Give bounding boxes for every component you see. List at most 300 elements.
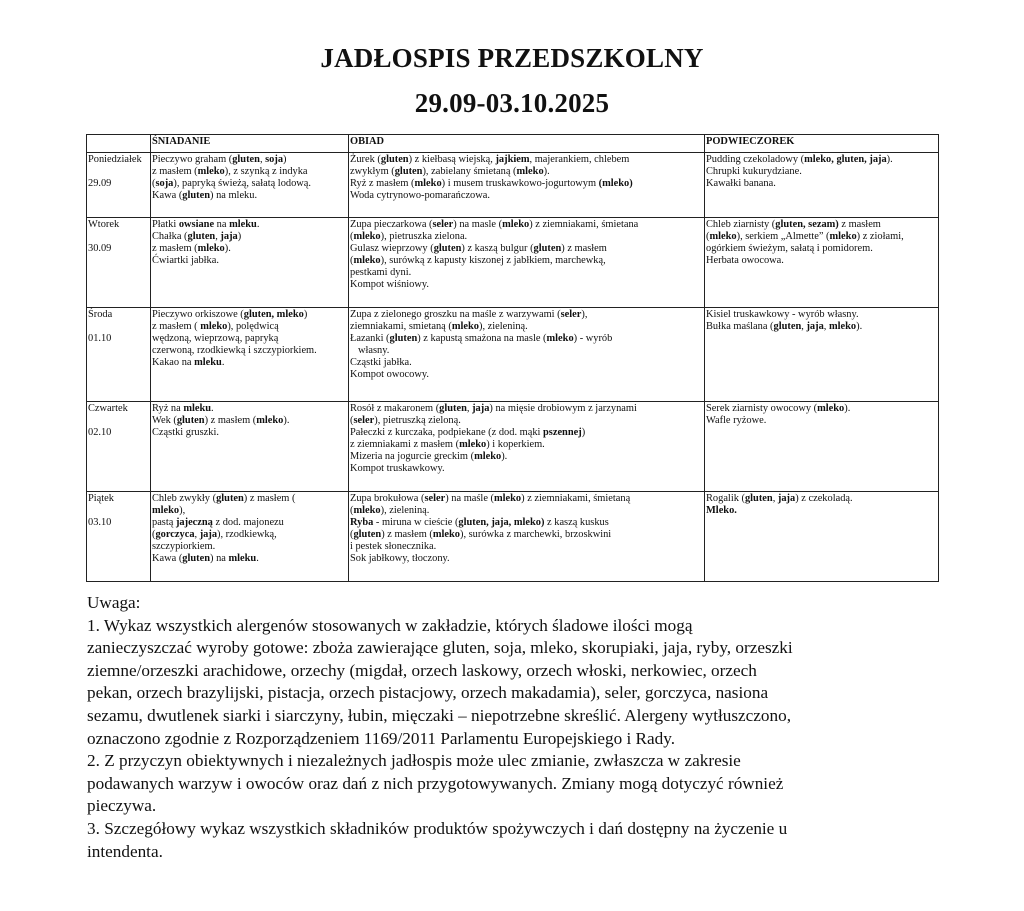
menu-item-line (706, 243, 937, 255)
allergen-text: mleko (494, 493, 522, 504)
dish-text: szczypiorkiem. (152, 541, 216, 553)
header-row (87, 135, 939, 153)
day-name: Środa (88, 309, 113, 320)
podwieczorek-cell (705, 218, 939, 308)
menu-item-line (152, 154, 347, 166)
allergen-text: Ryba (350, 517, 374, 529)
dish-text: , (259, 154, 266, 165)
dish-text: ), (581, 309, 588, 320)
sniadanie-cell (151, 153, 349, 218)
dish-text: Chleb ziarnisty ( (706, 219, 776, 230)
allergen-text: mleko (828, 321, 857, 333)
dish-text: Kompot wiśniowy. (350, 279, 429, 291)
allergen-text: mleko (197, 243, 225, 255)
podwieczorek-cell (705, 308, 939, 402)
allergen-text: gluten (353, 529, 382, 541)
menu-item-line (350, 553, 703, 565)
day-cell (87, 218, 151, 308)
allergen-text: mleku (194, 357, 222, 369)
dish-text: z masłem ( (152, 243, 198, 255)
dish-text: . (211, 403, 214, 414)
allergen-text: mleko (353, 255, 381, 267)
dish-text: wędzoną, wieprzową, papryką (152, 333, 279, 345)
day-name: Czwartek (88, 403, 128, 414)
dish-text: ), surówka z marchewki, brzoskwini (459, 529, 612, 541)
menu-table (86, 134, 939, 582)
allergen-text: mleko (353, 231, 381, 243)
dish-text: , majerankiem, chlebem (529, 154, 630, 165)
dish-text: ) i musem truskawkowo-jogurtowym (441, 178, 599, 190)
menu-item-line (152, 427, 347, 439)
dish-text: ) z kiełbasą wiejską, (408, 154, 496, 165)
notes-line: intendenta. (87, 841, 163, 861)
day-cell (87, 402, 151, 492)
allergen-text: mleko (502, 219, 530, 230)
dish-text: Cząstki jabłka. (350, 357, 412, 369)
menu-item-line (706, 415, 937, 427)
allergen-text: gluten (773, 321, 802, 333)
dish-text: Pałeczki z kurczaka, podpiekane (z dod. mąki (350, 427, 544, 439)
table-row (87, 153, 939, 218)
allergen-text: mleko (817, 403, 845, 414)
day-date: 01.10 (88, 333, 112, 345)
dish-text: ( (350, 505, 354, 517)
dish-text: ). (856, 321, 863, 333)
dish-text: ), pietruszką zieloną. (374, 415, 461, 427)
menu-item-line (152, 493, 347, 505)
menu-item-line (350, 415, 703, 427)
dish-text: ) z ziołami, (856, 231, 904, 243)
sniadanie-cell (151, 218, 349, 308)
allergen-text: mleko (709, 231, 737, 243)
day-date: 03.10 (88, 517, 112, 529)
dish-text: ) z czekoladą. (795, 493, 853, 504)
allergen-text: mleko (459, 439, 487, 451)
allergen-text: gluten (744, 493, 773, 504)
notes-line: sezamu, dwutlenek siarki i siarczyny, łubin, mięczaki – niepotrzebne skreślić. Alergeny wytłuszczono, (87, 705, 791, 725)
day-name: Piątek (88, 493, 114, 504)
dish-text: i pestek słonecznika. (350, 541, 437, 553)
dish-text: Kakao na (152, 357, 195, 369)
allergen-text: mleku (228, 553, 257, 565)
dish-text: . (256, 219, 260, 230)
menu-item-line (350, 505, 703, 517)
menu-item-line (350, 333, 703, 345)
notes-line: 1. Wykaz wszystkich alergenów stosowanych w zakładzie, których śladowe ilości mogą (87, 615, 693, 635)
allergen-text: (mleko) (598, 178, 633, 190)
obiad-cell (349, 492, 705, 582)
podwieczorek-cell (705, 492, 939, 582)
dish-text: ), papryką świeżą, sałatą lodową. (173, 178, 311, 190)
allergen-text: jaja (806, 321, 824, 333)
menu-item-line (350, 321, 703, 333)
dish-text: ) z ziemniakami, śmietana (529, 219, 639, 230)
dish-text: z masłem ( (152, 166, 198, 178)
menu-item-line (152, 403, 347, 415)
dish-text: ), polędwicą (227, 321, 279, 333)
menu-item-line (706, 255, 937, 267)
dish-text: ) z masłem ( (204, 415, 257, 427)
allergen-text: owsiane (178, 219, 215, 230)
notes-section (87, 592, 947, 863)
allergen-text: pszennej (543, 427, 582, 439)
dish-text: ) na masle ( (453, 219, 503, 230)
dish-text: ) na mleku. (210, 190, 258, 202)
document-title: JADŁOSPIS PRZEDSZKOLNY (320, 43, 704, 73)
menu-item-line (152, 190, 347, 202)
allergen-text: mleko (516, 166, 544, 178)
menu-item-line (350, 463, 703, 475)
allergen-text: gluten (394, 166, 423, 178)
menu-item-line (350, 231, 703, 243)
dish-text: Pieczywo graham ( (152, 154, 233, 165)
menu-item-line (350, 279, 703, 291)
table-row (87, 492, 939, 582)
allergen-text: mleko, gluten, jaja (804, 154, 887, 165)
dish-text: z kaszą kuskus (544, 517, 609, 529)
allergen-text: gluten (380, 154, 409, 165)
dish-text: Ćwiartki jabłka. (152, 255, 219, 267)
menu-item-line (152, 255, 347, 267)
menu-item-line (152, 553, 347, 565)
menu-item-line (152, 541, 347, 553)
dish-text: . (221, 357, 225, 369)
allergen-text: gluten (216, 493, 244, 504)
dish-text: ( (152, 529, 156, 541)
day-date: 02.10 (88, 427, 112, 439)
notes-heading: Uwaga: (87, 593, 141, 612)
allergen-text: jaja (777, 493, 796, 504)
dish-text: z masłem ( (152, 321, 201, 333)
allergen-text: jaja (472, 403, 490, 414)
header-obiad: OBIAD (349, 135, 705, 153)
podwieczorek-cell (705, 402, 939, 492)
allergen-text: gluten (433, 243, 462, 255)
allergen-text: mleko (197, 166, 225, 178)
menu-item-line (706, 178, 937, 190)
menu-item-line (706, 321, 937, 333)
dish-text: Kawałki banana. (706, 178, 776, 190)
menu-item-line (350, 166, 703, 178)
dish-text: ), zabielany śmietaną ( (422, 166, 517, 178)
dish-text: Woda cytrynowo-pomarańczowa. (350, 190, 490, 202)
allergen-text: gluten (439, 403, 467, 414)
allergen-text: jaja (220, 231, 238, 243)
allergen-text: mleko (451, 321, 479, 333)
allergen-text: mleko (474, 451, 502, 463)
menu-item-line (350, 427, 703, 439)
dish-text: z ziemniakami z masłem ( (350, 439, 460, 451)
dish-text: . (256, 553, 259, 565)
allergen-text: seler (424, 493, 446, 504)
dish-text: Bułka maślana ( (706, 321, 774, 333)
dish-text: ) (237, 231, 242, 243)
dish-text: Ryż na (152, 403, 184, 414)
header-sniadanie: ŚNIADANIE (151, 135, 349, 153)
menu-item-line (152, 517, 347, 529)
menu-item-line (350, 219, 703, 231)
notes-line: oznaczono zgodnie z Rozporządzeniem 1169/2011 Parlamentu Europejskiego i Rady. (87, 728, 676, 748)
menu-item-line (350, 357, 703, 369)
menu-item-line (152, 178, 347, 190)
dish-text: ) (581, 427, 586, 439)
dish-text: Zupa pieczarkowa ( (350, 219, 433, 230)
header-podwieczorek: PODWIECZOREK (705, 135, 939, 153)
allergen-text: jajkiem (495, 154, 530, 165)
dish-text: Łazanki ( (350, 333, 390, 345)
menu-item-line (350, 309, 703, 321)
dish-text: Chałka ( (152, 231, 188, 243)
sniadanie-cell (151, 402, 349, 492)
menu-item-line (350, 243, 703, 255)
dish-text: ). (886, 154, 893, 165)
menu-item-line (350, 345, 703, 357)
allergen-text: mleku (183, 403, 212, 414)
allergen-text: mleko (432, 529, 460, 541)
dish-text: Ryż z masłem ( (350, 178, 415, 190)
dish-text: zwykłym ( (350, 166, 395, 178)
dish-text: Wek ( (152, 415, 177, 427)
dish-text: Płatki (152, 219, 179, 230)
dish-text: pestkami dyni. (350, 267, 412, 279)
menu-item-line (350, 190, 703, 202)
dish-text: Zupa brokułowa ( (350, 493, 425, 504)
menu-item-line (350, 529, 703, 541)
menu-item-line (706, 403, 937, 415)
dish-text: Serek ziarnisty owocowy ( (706, 403, 818, 414)
allergen-text: gluten (182, 553, 211, 565)
dish-text: - miruna w cieście ( (373, 517, 459, 529)
menu-item-line (350, 178, 703, 190)
dish-text: Sok jabłkowy, tłoczony. (350, 553, 450, 565)
menu-item-line (152, 166, 347, 178)
dish-text: ) z kaszą bulgur ( (461, 243, 534, 255)
day-cell (87, 308, 151, 402)
menu-item-line (350, 403, 703, 415)
menu-item-line (706, 309, 937, 321)
dish-text: Kawa ( (152, 553, 183, 565)
allergen-text: soja (265, 154, 284, 165)
dish-text: Rosół z makaronem ( (350, 403, 440, 414)
dish-text: Zupa z zielonego groszku na maśle z warzywami ( (350, 309, 561, 320)
dish-text: ). (283, 415, 290, 427)
podwieczorek-cell (705, 153, 939, 218)
header-day (87, 135, 151, 153)
menu-item-line (152, 415, 347, 427)
dish-text: ) z masłem ( (381, 529, 433, 541)
menu-item-line (350, 493, 703, 505)
allergen-text: mleko (152, 505, 180, 517)
dish-text: ( (152, 178, 156, 190)
allergen-text: gluten (389, 333, 418, 345)
dish-text: ) z masłem ( (243, 493, 296, 504)
notes-line: 3. Szczegółowy wykaz wszystkich składników produktów spożywczych i dań dostępny na życzenie u (87, 818, 788, 838)
dish-text: Wafle ryżowe. (706, 415, 767, 427)
menu-item-line (152, 345, 347, 357)
allergen-text: gluten, mleko (243, 309, 304, 320)
dish-text: ), serkiem „Almette” ( (736, 231, 830, 243)
day-date: 30.09 (88, 243, 112, 255)
dish-text: ). (543, 166, 550, 178)
menu-item-line (350, 541, 703, 553)
day-cell (87, 153, 151, 218)
menu-item-line (350, 439, 703, 451)
allergen-text: gluten, jaja, mleko) (458, 517, 545, 529)
dish-text: ), zieleniną. (479, 321, 528, 333)
dish-text: ). (501, 451, 508, 463)
dish-text: , (215, 231, 221, 243)
menu-item-line (152, 505, 347, 517)
notes-line: zanieczyszczać wyroby gotowe: zboża zawierające gluten, soja, mleko, skorupiaki, jaja, ryby, orzeszki (87, 638, 793, 658)
dish-text: ( (350, 529, 354, 541)
dish-text: , (194, 529, 200, 541)
table-row (87, 402, 939, 492)
dish-text: pastą (152, 517, 176, 529)
dish-text: ) na maśle ( (445, 493, 494, 504)
notes-line: podawanych warzyw i owoców oraz dań z nich przygotowywanych. Zmiany mogą dotyczyć również (87, 773, 784, 793)
dish-text: ) na (210, 553, 229, 565)
menu-item-line (706, 231, 937, 243)
day-date: 29.09 (88, 178, 112, 190)
menu-item-line (152, 309, 347, 321)
menu-item-line (152, 219, 347, 231)
notes-line: 2. Z przyczyn obiektywnych i niezależnych jadłospis może ulec zmianie, zwłaszcza w zakresie (87, 751, 741, 771)
menu-item-line (706, 219, 937, 231)
allergen-text: seler (560, 309, 582, 320)
dish-text: , (801, 321, 807, 333)
allergen-text: mleko (829, 231, 857, 243)
menu-item-line (152, 529, 347, 541)
dish-text: Gulasz wieprzowy ( (350, 243, 434, 255)
notes-line: pekan, orzech brazylijski, pistacja, orzech pistacjowy, orzech makadamia), seler, gorczyca, nasiona (87, 683, 769, 703)
dish-text: ), surówką z kapusty kiszonej z jabłkiem, marchewką, (380, 255, 606, 267)
allergen-text: gluten, sezam) (775, 219, 839, 230)
menu-item-line (152, 243, 347, 255)
sniadanie-cell (151, 492, 349, 582)
allergen-text: gorczyca (155, 529, 195, 541)
obiad-cell (349, 308, 705, 402)
allergen-text: gluten (533, 243, 562, 255)
day-name: Poniedziałek (88, 154, 142, 165)
allergen-text: jaja (199, 529, 218, 541)
allergen-text: seler (353, 415, 375, 427)
dish-text: ) - wyrób (573, 333, 613, 345)
allergen-text: mleko (414, 178, 442, 190)
dish-text: Kompot truskawkowy. (350, 463, 445, 475)
dish-text: ) z masłem (561, 243, 607, 255)
dish-text: ( (706, 231, 710, 243)
day-cell (87, 492, 151, 582)
allergen-text: Mleko. (706, 505, 737, 517)
allergen-text: soja (155, 178, 174, 190)
obiad-cell (349, 153, 705, 218)
dish-text: Kompot owocowy. (350, 369, 429, 381)
menu-item-line (350, 451, 703, 463)
allergen-text: mleko (256, 415, 284, 427)
dish-text: ) z ziemniakami, śmietaną (521, 493, 631, 504)
dish-text: Chrupki kukurydziane. (706, 166, 802, 178)
allergen-text: gluten (176, 415, 205, 427)
dish-text: ), zieleniną. (380, 505, 430, 517)
allergen-text: jajeczną (175, 517, 213, 529)
dish-text: ( (350, 255, 354, 267)
dish-text: , (466, 403, 473, 414)
dish-text: Mizeria na jogurcie greckim ( (350, 451, 475, 463)
menu-item-line (706, 166, 937, 178)
dish-text: ). (844, 403, 851, 414)
notes-line: ziemne/orzeszki arachidowe, orzechy (migdał, orzech laskowy, orzech włoski, nerkowiec, orzech (87, 660, 757, 680)
allergen-text: gluten (232, 154, 260, 165)
dish-text: Rogalik ( (706, 493, 745, 504)
dish-text: na (214, 219, 230, 230)
dish-text: ) i koperkiem. (486, 439, 545, 451)
allergen-text: mleko (353, 505, 381, 517)
dish-text: ( (350, 231, 354, 243)
dish-text: ), rzodkiewką, (217, 529, 277, 541)
dish-text: Cząstki gruszki. (152, 427, 219, 439)
dish-text: ( (350, 415, 354, 427)
table-row (87, 308, 939, 402)
menu-item-line (350, 369, 703, 381)
dish-text: , (823, 321, 829, 333)
dish-text: Żurek ( (350, 154, 381, 165)
menu-item-line (706, 505, 937, 517)
dish-text: ), (179, 505, 186, 517)
menu-item-line (350, 154, 703, 166)
dish-text: ). (224, 243, 231, 255)
dish-text: Pudding czekoladowy ( (706, 154, 805, 165)
dish-text: ) (303, 309, 308, 320)
obiad-cell (349, 402, 705, 492)
allergen-text: mleku (229, 219, 257, 230)
day-name: Wtorek (88, 219, 120, 230)
dish-text: Chleb zwykły ( (152, 493, 217, 504)
dish-text: ), z szynką z indyka (224, 166, 308, 178)
menu-item-line (350, 517, 703, 529)
dish-text: , (772, 493, 778, 504)
dish-text: z dod. majonezu (212, 517, 284, 529)
menu-item-line (152, 357, 347, 369)
allergen-text: gluten (182, 190, 211, 202)
dish-text: Kisiel truskawkowy - wyrób własny. (706, 309, 859, 320)
dish-text: ) (283, 154, 287, 165)
menu-item-line (706, 493, 937, 505)
dish-text: ogórkiem świeżym, sałatą i pomidorem. (706, 243, 873, 255)
sniadanie-cell (151, 308, 349, 402)
dish-text: własny. (358, 345, 390, 357)
date-range: 29.09-03.10.2025 (414, 88, 610, 118)
dish-text: Herbata owocowa. (706, 255, 784, 267)
dish-text: ziemniakami, smietaną ( (350, 321, 452, 333)
dish-text: Pieczywo orkiszowe ( (152, 309, 244, 320)
dish-text: ) na mięsie drobiowym z jarzynami (489, 403, 637, 414)
dish-text: ) z kapustą smażona na masle ( (417, 333, 547, 345)
allergen-text: mleko (200, 321, 228, 333)
allergen-text: mleko (546, 333, 574, 345)
table-row (87, 218, 939, 308)
obiad-cell (349, 218, 705, 308)
menu-item-line (152, 321, 347, 333)
dish-text: czerwoną, rzodkiewką i szczypiorkiem. (152, 345, 317, 357)
notes-line: pieczywa. (87, 796, 157, 816)
allergen-text: gluten (187, 231, 216, 243)
dish-text: ), pietruszka zielona. (380, 231, 468, 243)
menu-item-line (706, 154, 937, 166)
menu-item-line (152, 333, 347, 345)
menu-item-line (152, 231, 347, 243)
menu-item-line (350, 255, 703, 267)
dish-text: Kawa ( (152, 190, 183, 202)
